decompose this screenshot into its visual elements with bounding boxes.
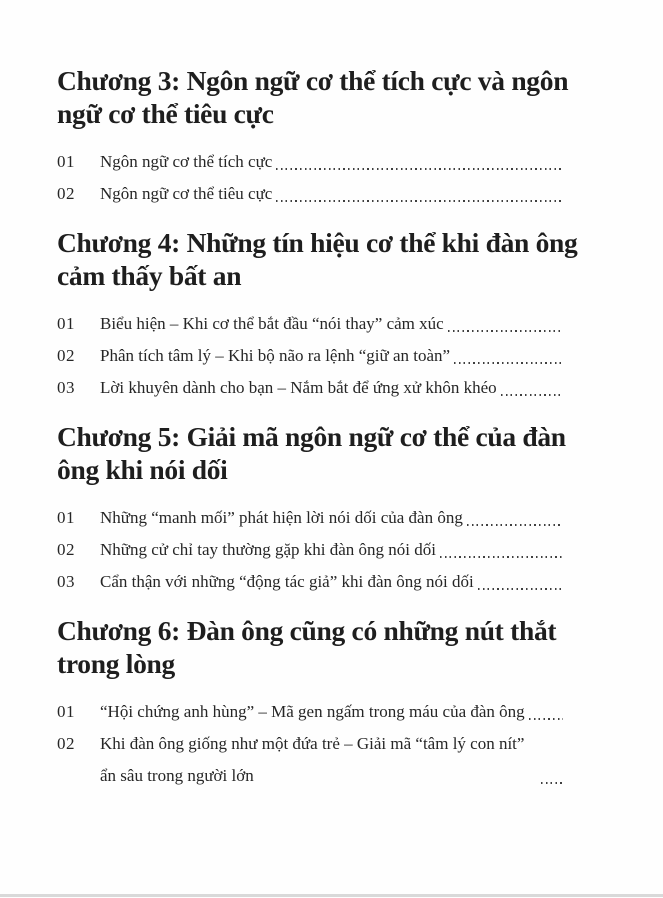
toc-item bbox=[57, 502, 563, 534]
dot-leader bbox=[440, 534, 563, 566]
dot-leader bbox=[529, 696, 563, 728]
chapter-title: Chương 5: Giải mã ngôn ngữ cơ thể của đàn ông khi nói dối bbox=[57, 421, 566, 485]
chapter-title: Chương 4: Những tín hiệu cơ thể khi đàn ông cảm thấy bất an bbox=[57, 227, 578, 291]
toc-item-title: Cẩn thận với những “động tác giả” khi đàn ông nói dối bbox=[100, 572, 474, 591]
dot-leader bbox=[501, 372, 563, 404]
dot-leader bbox=[467, 502, 563, 534]
toc-item-title: Phân tích tâm lý – Khi bộ não ra lệnh “giữ an toàn” bbox=[100, 346, 451, 365]
dot-leader bbox=[478, 566, 563, 598]
toc-item bbox=[57, 534, 563, 566]
toc-item-title: Khi đàn ông giống như một đứa trẻ – Giải mã “tâm lý con nít” ẩn sâu trong người lớn bbox=[100, 734, 525, 785]
toc-item-number: 03 bbox=[57, 378, 75, 397]
toc-item-title: Những “manh mối” phát hiện lời nói dối của đàn ông bbox=[100, 508, 463, 527]
chapter-section-5 bbox=[57, 420, 566, 598]
toc-item bbox=[57, 696, 563, 728]
toc-item bbox=[57, 566, 563, 598]
dot-leader bbox=[454, 340, 563, 372]
dot-leader bbox=[276, 146, 563, 178]
toc-item bbox=[57, 308, 563, 340]
dot-leader bbox=[541, 728, 563, 792]
toc-item-number: 02 bbox=[57, 184, 75, 203]
chapter-section-6 bbox=[57, 614, 563, 792]
toc-item-number: 01 bbox=[57, 152, 75, 171]
toc-item-number: 01 bbox=[57, 702, 75, 721]
dot-leader bbox=[448, 308, 563, 340]
toc-item-number: 01 bbox=[57, 314, 75, 333]
chapter-section-4 bbox=[57, 226, 578, 404]
toc-item-title: Ngôn ngữ cơ thể tích cực bbox=[100, 152, 273, 171]
toc-item bbox=[57, 372, 563, 404]
toc-item-title: “Hội chứng anh hùng” – Mã gen ngấm trong máu của đàn ông bbox=[100, 702, 525, 721]
chapter-title: Chương 3: Ngôn ngữ cơ thể tích cực và ngôn ngữ cơ thể tiêu cực bbox=[57, 65, 569, 129]
chapter-section-3 bbox=[57, 64, 569, 210]
chapter-title: Chương 6: Đàn ông cũng có những nút thắt trong lòng bbox=[57, 615, 557, 679]
toc-item bbox=[57, 178, 563, 210]
toc-item-title: Lời khuyên dành cho bạn – Nắm bắt để ứng xử khôn khéo bbox=[100, 378, 497, 397]
toc-item-number: 02 bbox=[57, 346, 75, 365]
toc-item-number: 02 bbox=[57, 734, 75, 753]
toc-item-title: Biểu hiện – Khi cơ thể bắt đầu “nói thay” cảm xúc bbox=[100, 314, 444, 333]
toc-item-number: 01 bbox=[57, 508, 75, 527]
dot-leader bbox=[276, 178, 563, 210]
toc-item bbox=[57, 340, 563, 372]
toc-item-number: 03 bbox=[57, 572, 75, 591]
toc-item-title: Những cử chỉ tay thường gặp khi đàn ông nói dối bbox=[100, 540, 436, 559]
toc-item-number: 02 bbox=[57, 540, 75, 559]
toc-item bbox=[57, 728, 563, 792]
page-bottom-bar bbox=[0, 894, 663, 897]
toc-item bbox=[57, 146, 563, 178]
toc-item-title: Ngôn ngữ cơ thể tiêu cực bbox=[100, 184, 273, 203]
